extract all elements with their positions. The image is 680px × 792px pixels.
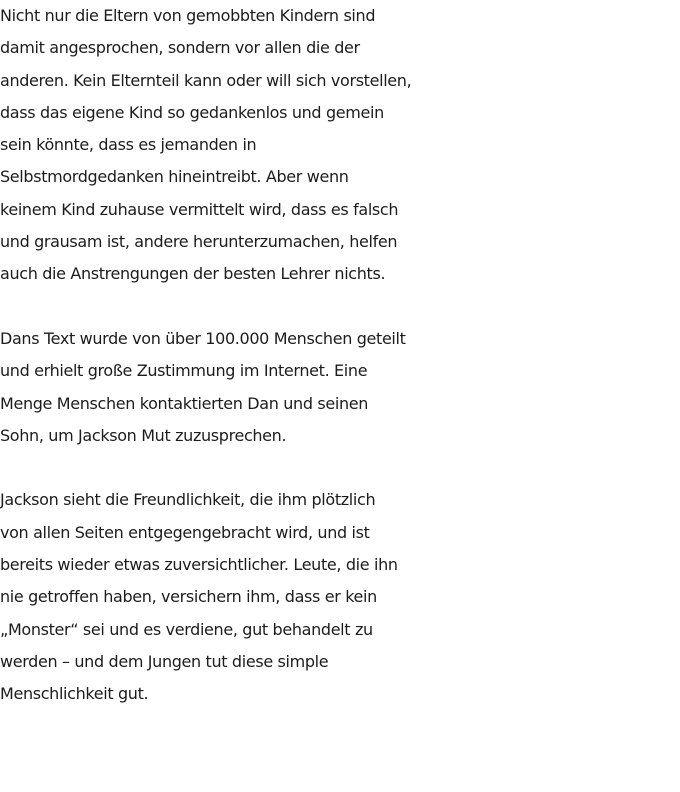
paragraph-gap <box>0 291 680 323</box>
text-line: Jackson sieht die Freundlichkeit, die ihm plötzlich <box>0 490 376 510</box>
text-line: „Monster“ sei und es verdiene, gut behandelt zu <box>0 619 373 639</box>
text-line: Menschlichkeit gut. <box>0 684 149 704</box>
text-line: keinem Kind zuhause vermittelt wird, dass es falsch <box>0 199 399 219</box>
text-line: Selbstmordgedanken hineintreibt. Aber wenn <box>0 167 349 187</box>
text-line: sein könnte, dass es jemanden in <box>0 135 257 155</box>
text-line: auch die Anstrengungen der besten Lehrer nichts. <box>0 264 386 284</box>
paragraph-shared <box>0 323 680 452</box>
text-line: Menge Menschen kontaktierten Dan und seinen <box>0 393 369 413</box>
text-line: von allen Seiten entgegengebracht wird, und ist <box>0 522 370 542</box>
text-line: Dans Text wurde von über 100.000 Menschen geteilt <box>0 328 406 348</box>
text-line: Sohn, um Jackson Mut zuzusprechen. <box>0 425 287 445</box>
text-line: werden – und dem Jungen tut diese simple <box>0 651 329 671</box>
text-line: dass das eigene Kind so gedankenlos und gemein <box>0 102 384 122</box>
paragraph-gap <box>0 452 680 484</box>
text-line: nie getroffen haben, versichern ihm, dass er kein <box>0 587 377 607</box>
text-line: bereits wieder etwas zuversichtlicher. Leute, die ihn <box>0 555 398 575</box>
paragraph-jackson <box>0 484 680 710</box>
paragraph-parents <box>0 0 680 291</box>
text-line: damit angesprochen, sondern vor allen die der <box>0 38 360 58</box>
text-line: und erhielt große Zustimmung im Internet. Eine <box>0 361 368 381</box>
text-line: anderen. Kein Elternteil kann oder will sich vorstellen, <box>0 70 412 90</box>
text-line: Nicht nur die Eltern von gemobbten Kindern sind <box>0 6 376 25</box>
text-line: und grausam ist, andere herunterzumachen, helfen <box>0 232 398 252</box>
